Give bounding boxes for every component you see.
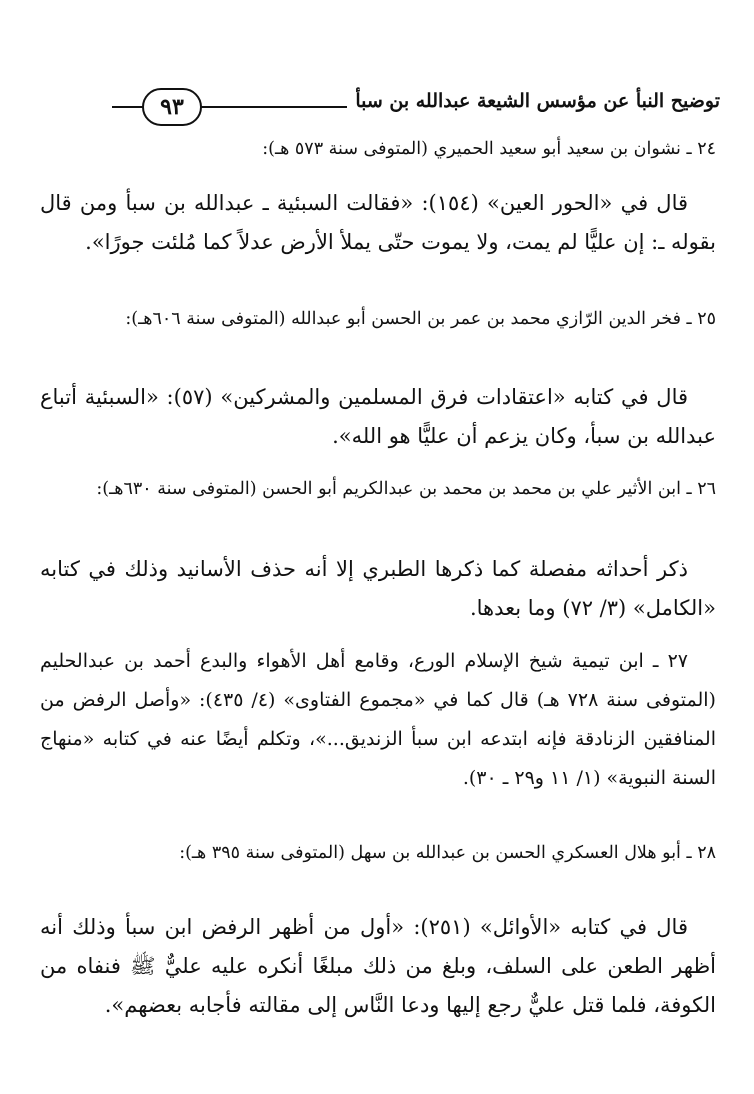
entry-27-heading: ٢٧ ـ ابن تيمية شيخ الإسلام الورع، وقامع أهل الأهواء والبدع أحمد بن عبدالحليم (المتوفى سنة ٧٢٨ هـ) قال كما في «مجموع الفتاوى» (٤/ ٤٣٥): «وأصل الرفض من المنافقين الزنادقة فإنه ابتدعه ابن سبأ الزنديق...»، وتكلم أيضًا عنه في كتابه «منهاج السنة النبوية» (١/ ١١ و٢٩ ـ ٣٠). [40, 650, 716, 789]
page-number: ٩٣ [142, 88, 202, 126]
header-title: توضيح النبأ عن مؤسس الشيعة عبدالله بن سبأ [347, 90, 720, 112]
running-header [112, 84, 720, 124]
entry-25-text: قال في كتابه «اعتقادات فرق المسلمين والمشركين» (٥٧): «السبئية أتباع عبدالله بن سبأ، وكان يزعم أن عليًّا هو الله». [40, 385, 716, 448]
entry-25-heading: ٢٥ ـ فخر الدين الرّازي محمد بن عمر بن الحسن أبو عبدالله (المتوفى سنة ٦٠٦هـ): [125, 309, 716, 329]
entry-26-text: ذكر أحداثه مفصلة كما ذكرها الطبري إلا أنه حذف الأسانيد وذلك في كتابه «الكامل» (٣/ ٧٢) وما بعدها. [40, 557, 716, 620]
entry-28-text: قال في كتابه «الأوائل» (٢٥١): «أول من أظهر الرفض ابن سبأ وذلك أنه أظهر الطعن على السلف، وبلغ من ذلك مبلغًا أنكره عليه عليٌّ ﷺ فنفاه من الكوفة، فلما قتل عليٌّ رجع إليها ودعا النَّاس إلى مقالته فأجابه بعضهم». [40, 915, 716, 1017]
entry-28-heading: ٢٨ ـ أبو هلال العسكري الحسن بن عبدالله بن سهل (المتوفى سنة ٣٩٥ هـ): [179, 843, 716, 863]
entry-24-text: قال في «الحور العين» (١٥٤): «فقالت السبئية ـ عبدالله بن سبأ ومن قال بقوله ـ: إن عليًّا لم يمت، ولا يموت حتّى يملأ الأرض عدلاً كما مُلئت جورًا». [40, 191, 716, 254]
entry-26-heading: ٢٦ ـ ابن الأثير علي بن محمد بن محمد بن عبدالكريم أبو الحسن (المتوفى سنة ٦٣٠هـ): [96, 479, 716, 499]
entry-24-heading: ٢٤ ـ نشوان بن سعيد أبو سعيد الحميري (المتوفى سنة ٥٧٣ هـ): [262, 139, 716, 159]
